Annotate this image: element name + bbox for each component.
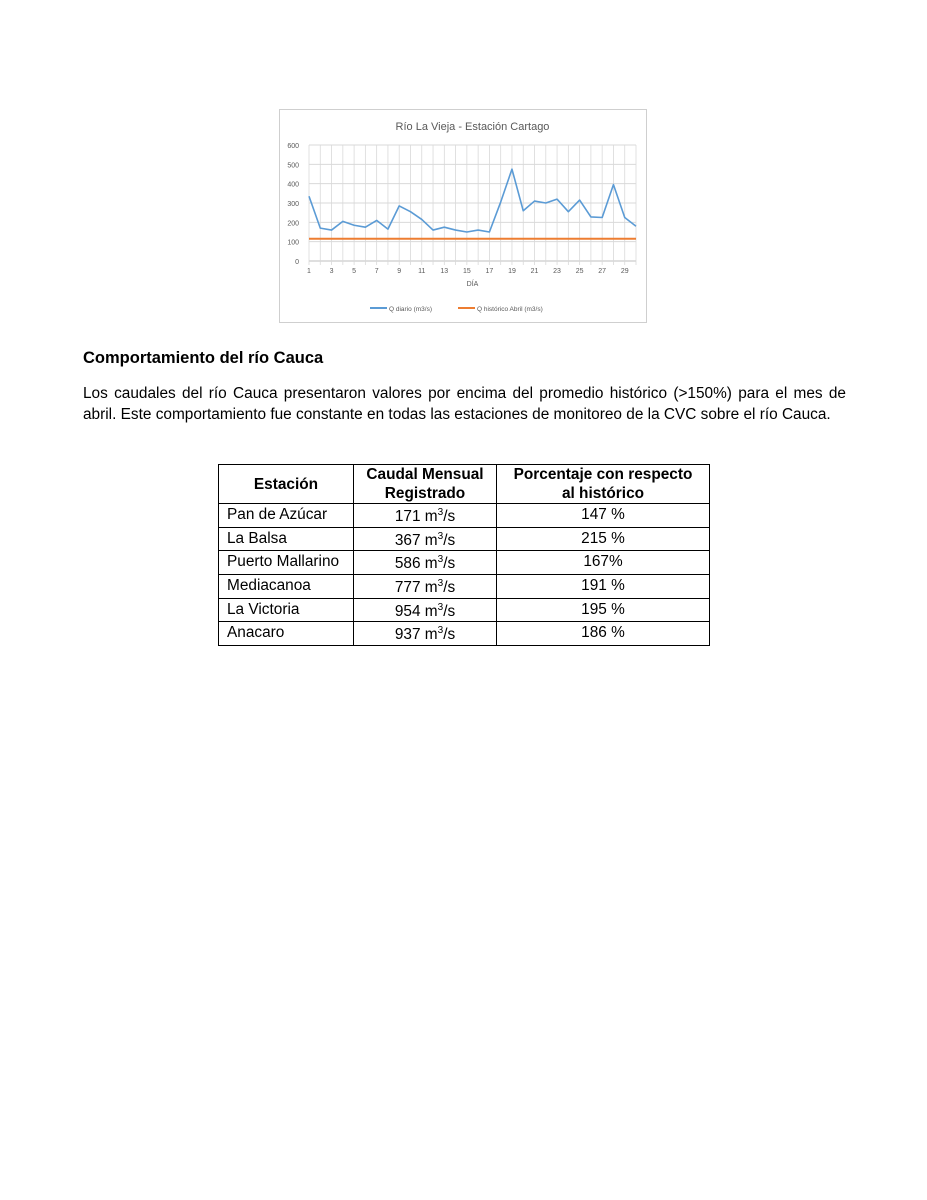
section-heading: Comportamiento del río Cauca xyxy=(83,349,324,367)
y-tick-label: 200 xyxy=(287,220,299,228)
cell-flow: 171 $m^3/s$ xyxy=(354,504,497,528)
x-tick-label: 21 xyxy=(530,268,539,275)
cell-percentage: 195 % xyxy=(497,598,710,622)
header-station: Estación xyxy=(219,465,354,504)
section-paragraph: Los caudales del río Cauca presentaron valores por encima del promedio histórico (>150%) para el mes de abril. Este comportamiento fue constante en todas las estaciones de monitoreo de la CVC sobre el río Cauca. xyxy=(83,385,846,423)
cell-flow: 586 $m^3/s$ xyxy=(354,551,497,575)
y-tick-label: 400 xyxy=(287,181,299,189)
x-tick-label: 1 xyxy=(307,268,311,275)
table-row xyxy=(219,527,710,551)
x-tick-label: 5 xyxy=(352,268,357,275)
cell-percentage: 191 % xyxy=(497,574,710,598)
cell-percentage: 147 % xyxy=(497,504,710,528)
cell-flow: 954 $m^3/s$ xyxy=(354,598,497,622)
cell-station: Mediacanoa xyxy=(219,574,354,598)
x-tick-label: 11 xyxy=(418,268,426,275)
cell-station: La Victoria xyxy=(219,598,354,622)
table-row xyxy=(219,551,710,575)
header-percentage: Porcentaje con respecto al histórico xyxy=(497,465,710,504)
x-tick-label: 27 xyxy=(598,268,607,275)
table-row xyxy=(219,598,710,622)
chart-title: Río La Vieja - Estación Cartago xyxy=(395,121,550,133)
y-tick-label: 100 xyxy=(287,239,299,247)
cell-station: La Balsa xyxy=(219,527,354,551)
flow-chart-svg xyxy=(280,110,646,322)
cell-percentage: 186 % xyxy=(497,622,710,646)
legend-label: Q histórico Abril (m3/s) xyxy=(477,306,543,313)
cell-station: Pan de Azúcar xyxy=(219,504,354,528)
x-tick-label: 29 xyxy=(620,268,629,275)
cell-flow: 937 $m^3/s$ xyxy=(354,622,497,646)
x-tick-label: 15 xyxy=(462,268,471,275)
x-axis-label: DÍA xyxy=(466,281,479,288)
cell-percentage: 167% xyxy=(497,551,710,575)
x-tick-label: 13 xyxy=(440,268,449,275)
table-row xyxy=(219,574,710,598)
y-tick-label: 600 xyxy=(287,143,299,150)
x-tick-label: 3 xyxy=(329,268,334,275)
y-tick-label: 0 xyxy=(295,259,299,266)
x-tick-label: 7 xyxy=(374,268,379,275)
header-flow: Caudal Mensual Registrado xyxy=(354,465,497,504)
x-tick-label: 9 xyxy=(397,268,402,275)
legend-label: Q diario (m3/s) xyxy=(389,306,432,313)
x-tick-label: 25 xyxy=(575,268,584,275)
cell-percentage: 215 % xyxy=(497,527,710,551)
x-tick-label: 23 xyxy=(553,268,561,275)
y-tick-label: 500 xyxy=(287,162,299,170)
table-header-row xyxy=(219,465,710,504)
cell-station: Puerto Mallarino xyxy=(219,551,354,575)
cell-station: Anacaro xyxy=(219,622,354,646)
cell-flow: 367 $m^3/s$ xyxy=(354,527,497,551)
flow-chart xyxy=(279,109,647,323)
x-tick-label: 19 xyxy=(508,268,516,275)
x-tick-label: 17 xyxy=(485,268,494,275)
table-row xyxy=(219,504,710,528)
cell-flow: 777 $m^3/s$ xyxy=(354,574,497,598)
table-row xyxy=(219,622,710,646)
y-tick-label: 300 xyxy=(287,201,299,208)
stations-table xyxy=(218,464,710,646)
